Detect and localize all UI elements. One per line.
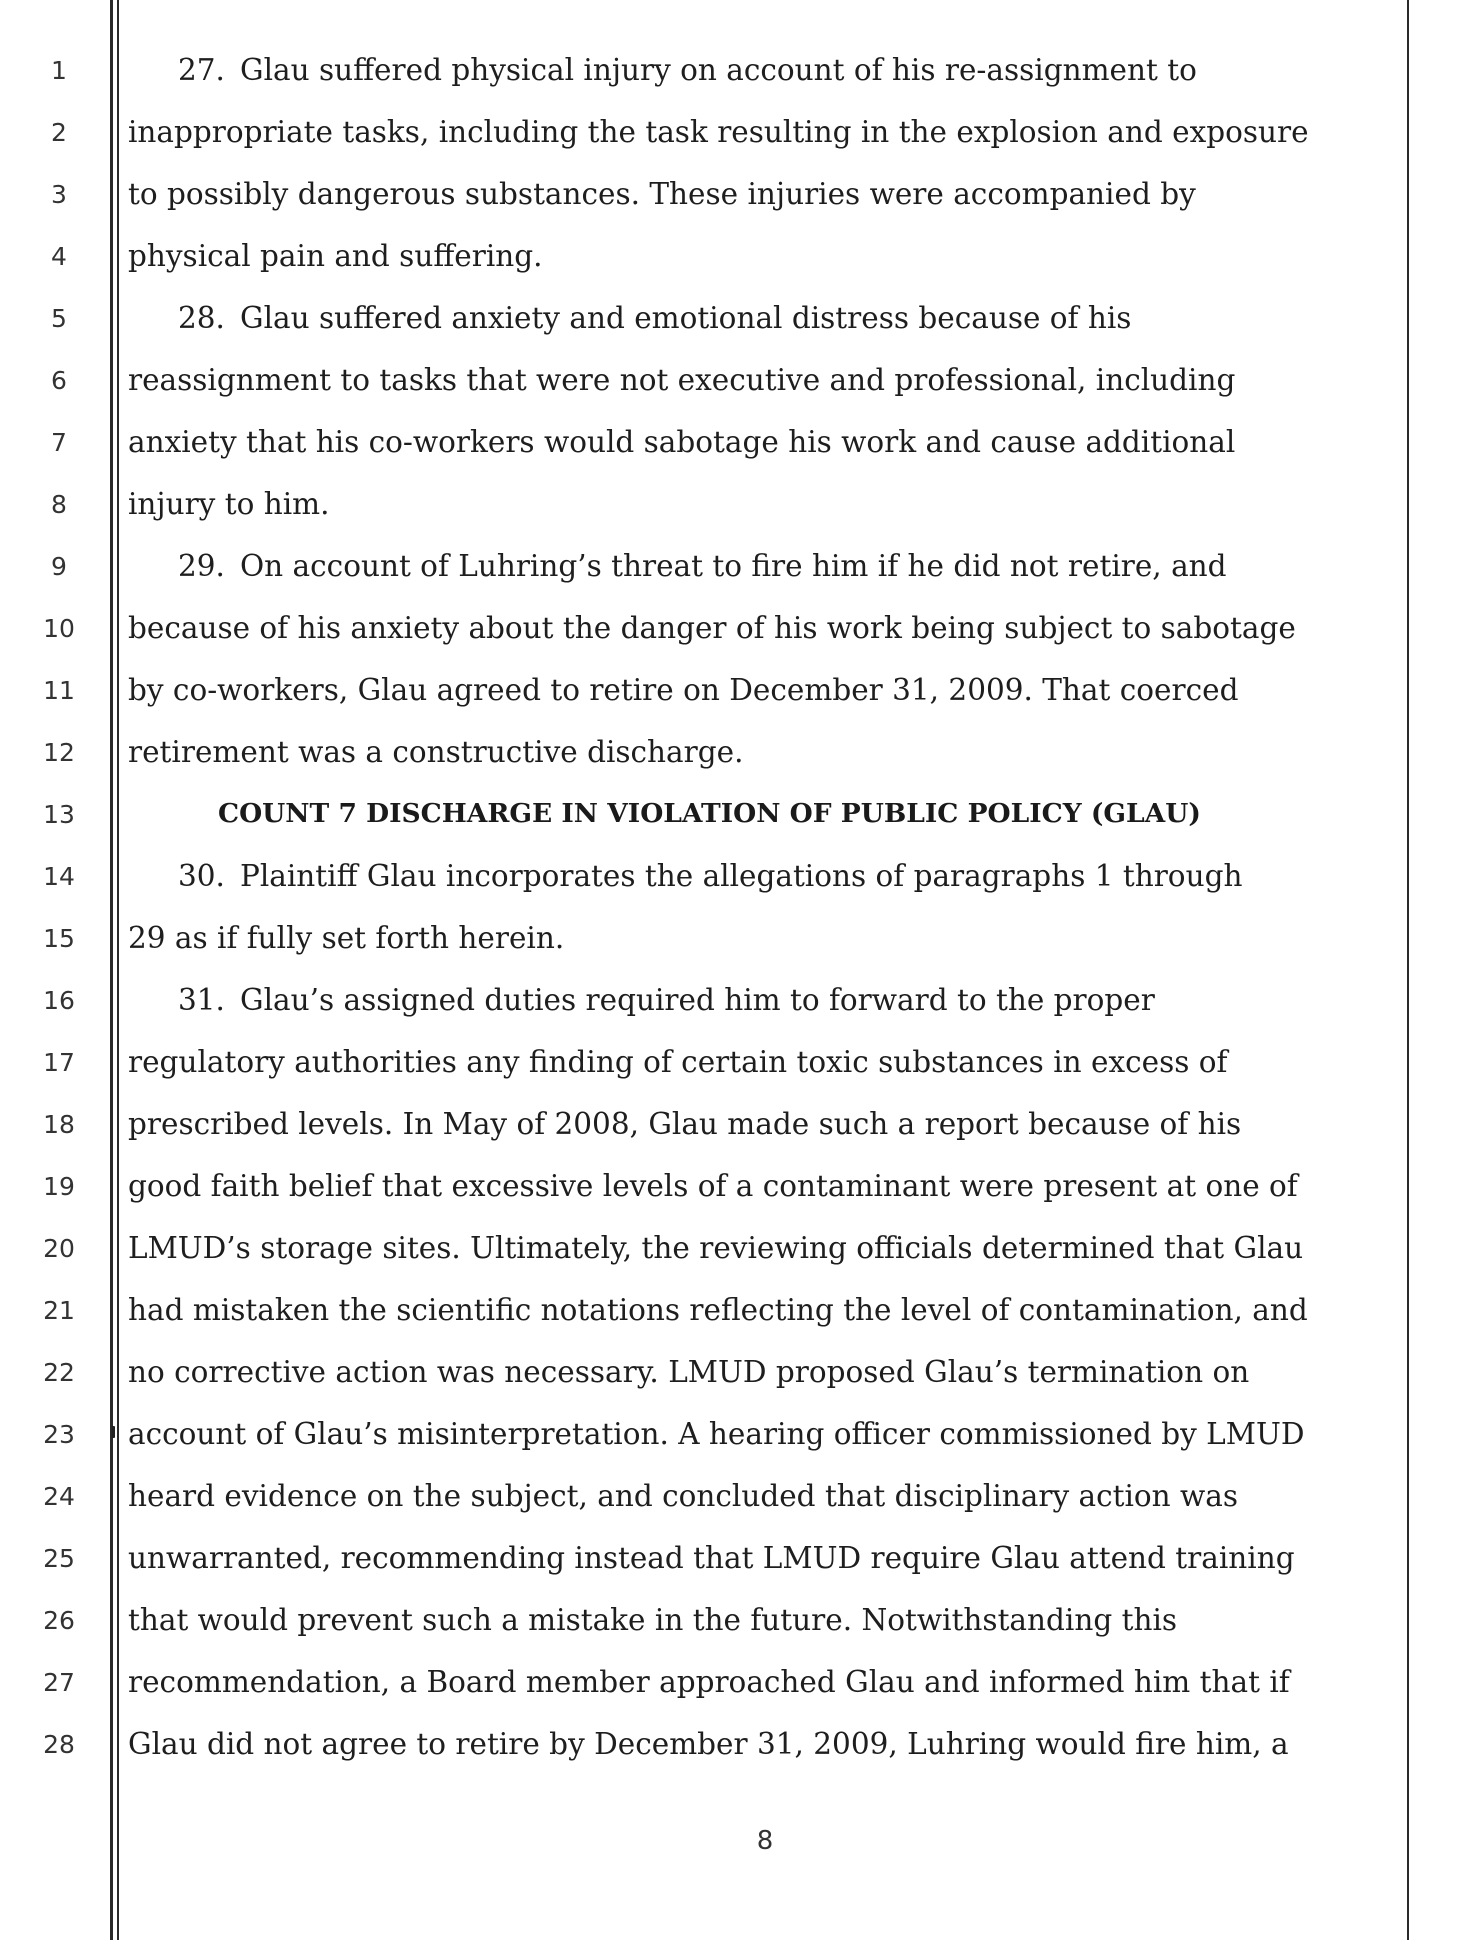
- line-number: 25: [43, 1544, 75, 1573]
- line-number: 15: [43, 924, 75, 953]
- line-number: 5: [51, 304, 67, 333]
- text-line: physical pain and suffering.: [128, 239, 543, 273]
- text-line: good faith belief that excessive levels of a contaminant were present at one of: [128, 1169, 1298, 1203]
- text-line: [128, 50, 1197, 90]
- binder-mark: [112, 1426, 115, 1438]
- text-line: account of Glau’s misinterpretation. A hearing officer commissioned by LMUD: [128, 1417, 1305, 1451]
- line-number: 21: [43, 1296, 75, 1325]
- text-line: because of his anxiety about the danger of his work being subject to sabotage: [128, 611, 1296, 645]
- paragraph-number: 31.: [178, 983, 225, 1017]
- text-line: by co-workers, Glau agreed to retire on December 31, 2009. That coerced: [128, 673, 1239, 707]
- text-line: [128, 856, 1242, 896]
- text-line: recommendation, a Board member approached Glau and informed him that if: [128, 1665, 1290, 1699]
- line-number: 4: [51, 242, 67, 271]
- text-line: retirement was a constructive discharge.: [128, 735, 744, 769]
- count-heading: COUNT 7 DISCHARGE IN VIOLATION OF PUBLIC POLICY (GLAU): [218, 798, 1201, 829]
- text-line: heard evidence on the subject, and concluded that disciplinary action was: [128, 1479, 1239, 1513]
- text-line: 29 as if fully set forth herein.: [128, 921, 565, 955]
- line-number: 13: [43, 800, 75, 829]
- paragraph-number: 28.: [178, 301, 225, 335]
- line-number: 11: [43, 676, 75, 705]
- text-line: Glau did not agree to retire by December 31, 2009, Luhring would fire him, a: [128, 1727, 1289, 1761]
- left-margin-rule-inner: [117, 0, 119, 1940]
- text-line: [128, 546, 1227, 586]
- line-number: 8: [51, 490, 67, 519]
- line-number: 10: [43, 614, 75, 643]
- text-line: anxiety that his co-workers would sabotage his work and cause additional: [128, 425, 1236, 459]
- line-number: 9: [51, 552, 67, 581]
- paragraph-number: 27.: [178, 53, 225, 87]
- line-number: 14: [43, 862, 75, 891]
- right-margin-rule: [1407, 0, 1409, 1940]
- text-line: reassignment to tasks that were not executive and professional, including: [128, 363, 1236, 397]
- paragraph-number: 29.: [178, 549, 225, 583]
- text-line: that would prevent such a mistake in the future. Notwithstanding this: [128, 1603, 1178, 1637]
- text-line: inappropriate tasks, including the task resulting in the explosion and exposure: [128, 115, 1309, 149]
- text-line: regulatory authorities any finding of certain toxic substances in excess of: [128, 1045, 1228, 1079]
- line-number: 17: [43, 1048, 75, 1077]
- text-line: to possibly dangerous substances. These injuries were accompanied by: [128, 177, 1196, 211]
- line-number: 27: [43, 1668, 75, 1697]
- line-number: 2: [51, 118, 67, 147]
- line-number: 20: [43, 1234, 75, 1263]
- line-number: 23: [43, 1420, 75, 1449]
- line-number: 16: [43, 986, 75, 1015]
- line-number: 18: [43, 1110, 75, 1139]
- line-text: Glau suffered anxiety and emotional distress because of his: [240, 301, 1132, 335]
- line-number: 22: [43, 1358, 75, 1387]
- text-line: [128, 980, 1155, 1020]
- text-line: [128, 298, 1131, 338]
- text-line: unwarranted, recommending instead that LMUD require Glau attend training: [128, 1541, 1295, 1575]
- text-line: had mistaken the scientific notations reflecting the level of contamination, and: [128, 1293, 1308, 1327]
- text-line: LMUD’s storage sites. Ultimately, the reviewing officials determined that Glau: [128, 1231, 1304, 1265]
- text-line: prescribed levels. In May of 2008, Glau made such a report because of his: [128, 1107, 1242, 1141]
- line-number: 1: [51, 56, 67, 85]
- line-text: Glau suffered physical injury on account of his re-assignment to: [240, 53, 1197, 87]
- paragraph-number: 30.: [178, 859, 225, 893]
- line-number: 7: [51, 428, 67, 457]
- page-number: 8: [756, 1826, 774, 1856]
- line-number: 12: [43, 738, 75, 767]
- line-number: 28: [43, 1730, 75, 1759]
- line-number: 24: [43, 1482, 75, 1511]
- line-number: 19: [43, 1172, 75, 1201]
- text-line: no corrective action was necessary. LMUD proposed Glau’s termination on: [128, 1355, 1250, 1389]
- line-text: On account of Luhring’s threat to fire him if he did not retire, and: [240, 549, 1227, 583]
- line-text: Glau’s assigned duties required him to forward to the proper: [240, 983, 1155, 1017]
- line-number: 26: [43, 1606, 75, 1635]
- line-text: Plaintiff Glau incorporates the allegations of paragraphs 1 through: [240, 859, 1243, 893]
- left-margin-rule-outer: [110, 0, 113, 1940]
- line-number: 6: [51, 366, 67, 395]
- line-number: 3: [51, 180, 67, 209]
- text-line: injury to him.: [128, 487, 330, 521]
